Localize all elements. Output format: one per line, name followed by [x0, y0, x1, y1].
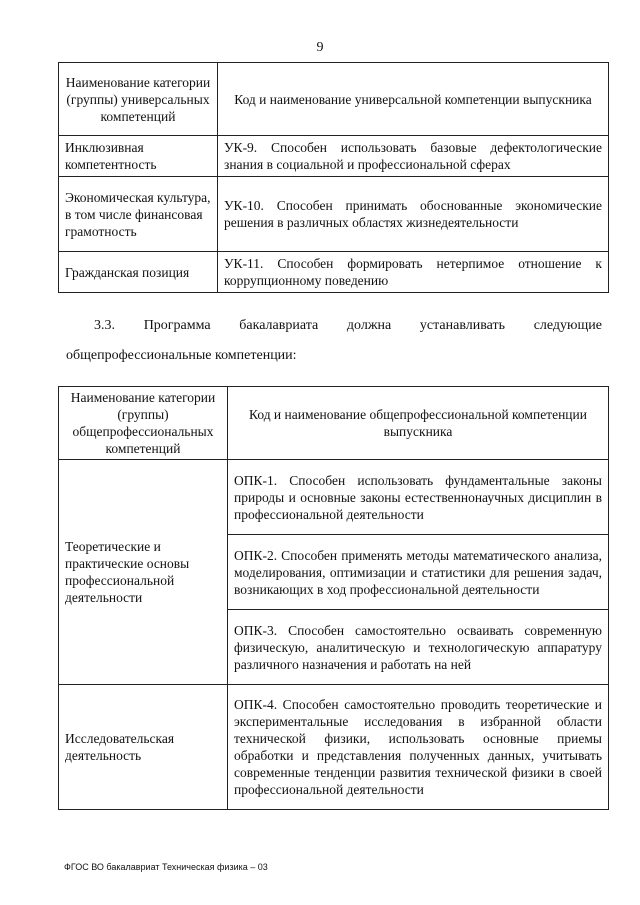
table-row: [59, 136, 609, 177]
category-cell: Исследовательская деятельность: [59, 685, 228, 810]
competence-cell: ОПК-3. Способен самостоятельно осваивать современную физическую, аналитическую и технологическую аппаратуру различного назначения и работать на ней: [228, 610, 609, 685]
competence-cell: ОПК-2. Способен применять методы математического анализа, моделирования, оптимизации и статистики для решения задач, возникающих в ход профессиональной деятельности: [228, 535, 609, 610]
competence-cell: УК-11. Способен формировать нетерпимое отношение к коррупционному поведению: [218, 252, 609, 293]
header-competence: Код и наименование универсальной компетенции выпускника: [218, 63, 609, 136]
table-row: [59, 252, 609, 293]
category-cell: Теоретические и практические основы профессиональной деятельности: [59, 460, 228, 685]
paragraph-word: следующие: [533, 318, 602, 333]
section-paragraph: [66, 311, 602, 371]
category-cell: Инклюзивная компетентность: [59, 136, 218, 177]
paragraph-line-1: [66, 311, 602, 341]
page-number: 9: [316, 40, 324, 55]
paragraph-line-2: общепрофессиональные компетенции:: [66, 348, 297, 363]
paragraph-word: бакалавриата: [239, 318, 319, 333]
table-row: [59, 177, 609, 252]
category-cell: Гражданская позиция: [59, 252, 218, 293]
header-category: Наименование категории (группы) универсальных компетенций: [59, 63, 218, 136]
paragraph-word: устанавливать: [419, 318, 505, 333]
competence-cell: ОПК-4. Способен самостоятельно проводить теоретические и экспериментальные исследования в избранной области технической физики, использовать основные приемы обработки и представления полученных данных, учитывать современные тенденции развития технической физики в своей профессиональной деятельности: [228, 685, 609, 810]
competence-cell: УК-9. Способен использовать базовые дефектологические знания в социальной и профессиональной сферах: [218, 136, 609, 177]
table-row: [59, 460, 609, 535]
paragraph-word: должна: [346, 318, 392, 333]
table-header-row: [59, 387, 609, 460]
section-number: 3.3.: [94, 318, 115, 333]
header-category: Наименование категории (группы) общепрофессиональных компетенций: [59, 387, 228, 460]
general-professional-competences-table: [58, 386, 609, 810]
universal-competences-table: [58, 62, 609, 293]
table-row: [59, 685, 609, 810]
table-header-row: [59, 63, 609, 136]
paragraph-word: Программа: [143, 318, 211, 333]
document-footer: ФГОС ВО бакалавриат Техническая физика – 03: [64, 862, 268, 872]
competence-cell: ОПК-1. Способен использовать фундаментальные законы природы и основные законы естественнонаучных дисциплин в профессиональной деятельности: [228, 460, 609, 535]
competence-cell: УК-10. Способен принимать обоснованные экономические решения в различных областях жизнедеятельности: [218, 177, 609, 252]
category-cell: Экономическая культура, в том числе финансовая грамотность: [59, 177, 218, 252]
header-competence: Код и наименование общепрофессиональной компетенции выпускника: [228, 387, 609, 460]
